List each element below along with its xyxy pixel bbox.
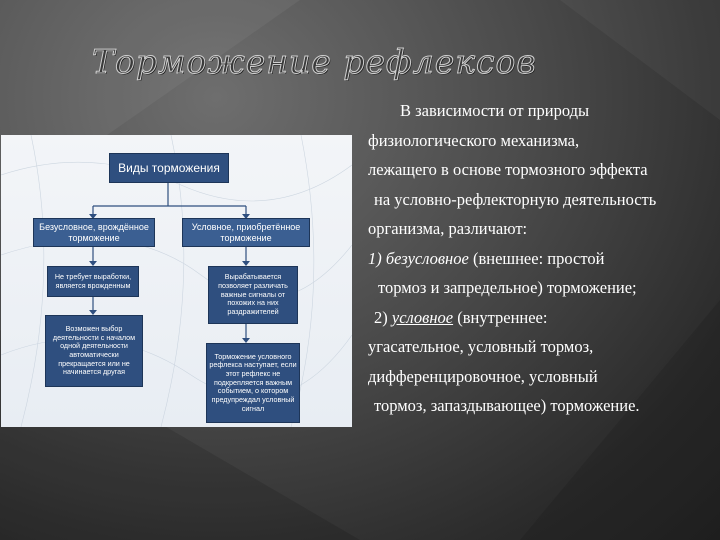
body-line-11: тормоз, запаздывающее) торможение.: [374, 396, 640, 415]
body-line-5: организма, различают:: [368, 219, 528, 238]
diagram-root-node: Виды торможения: [109, 153, 229, 183]
body-line-4: на условно-рефлекторную деятельность: [374, 189, 657, 209]
body-line-1: В зависимости от природы: [400, 101, 590, 120]
diagram-conditioned-box-2: Торможение условного рефлекса наступает, если этот рефлекс не подкрепляется важным событием, о котором предупреждал условный сигнал: [206, 343, 300, 423]
slide-body-text: [368, 96, 718, 421]
body-line-8: [368, 303, 718, 333]
body-line-6: [368, 244, 718, 274]
term-conditioned-detail: (внутреннее:: [457, 307, 548, 327]
body-line-7: тормоз и запредельное) торможение;: [378, 278, 637, 297]
body-line-2: физиологического механизма,: [368, 130, 580, 150]
diagram-unconditioned-box-1: Не требует выработки, является врожденным: [47, 266, 139, 297]
term-conditioned: условное: [391, 307, 454, 327]
term-unconditioned: безусловное: [385, 248, 469, 268]
list-number-1: 1): [368, 248, 382, 268]
body-line-10: дифференцировочное, условный: [368, 366, 598, 386]
list-number-2: 2): [374, 307, 388, 327]
diagram-conditioned-header: Условное, приобретённое торможение: [182, 218, 310, 247]
slide-title: Торможение рефлексов: [92, 42, 537, 81]
body-line-3: лежащего в основе тормозного эффекта: [368, 160, 648, 179]
diagram-unconditioned-box-2: Возможен выбор деятельности с началом одной деятельности автоматически прекращается или не начинается другая: [45, 315, 143, 387]
inhibition-types-diagram: [1, 135, 352, 427]
diagram-conditioned-box-1: Вырабатывается позволяет различать важные сигналы от похожих на них раздражителей: [208, 266, 298, 324]
term-unconditioned-detail: (внешнее: простой: [472, 248, 605, 268]
body-line-9: угасательное, условный тормоз,: [368, 337, 594, 356]
diagram-unconditioned-header: Безусловное, врождённое торможение: [33, 218, 155, 247]
